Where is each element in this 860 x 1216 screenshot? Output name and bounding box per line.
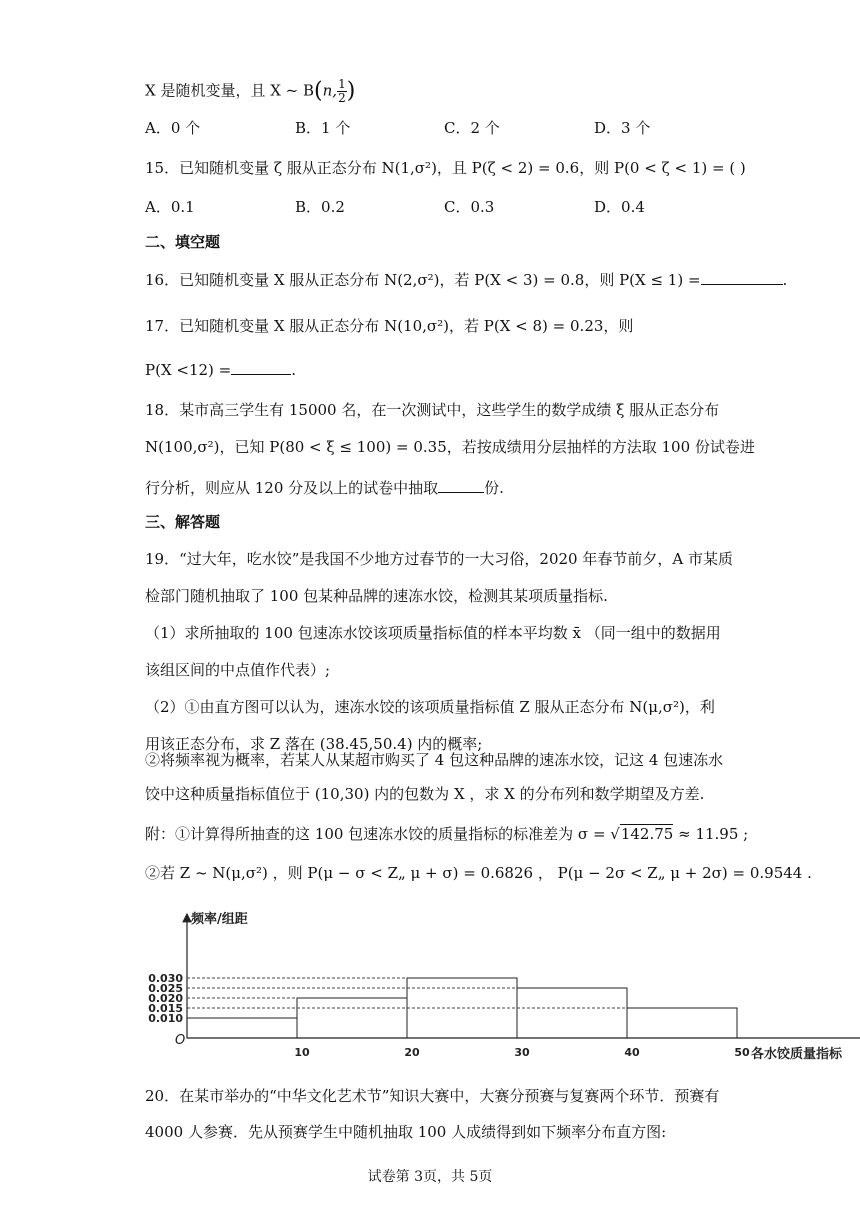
q19-appendix-value: ≈ 11.95 ; [673,825,749,843]
right-paren: ) [346,78,356,104]
q16-end: . [782,271,788,289]
q19-appendix-text: 附：①计算得所抽查的这 100 包速冻水饺的质量指标的标准差为 σ = [145,825,611,843]
q14-option-b[interactable]: B．1 个 [295,119,351,137]
histogram-bar [187,1018,297,1038]
x-tick-label: 10 [294,1046,310,1059]
q14-option-a[interactable]: A．0 个 [145,119,201,137]
q19-line10: ②若 Z ~ N(μ,σ²) ，则 P(μ − σ < Z„ μ + σ) = 0.6826 ， P(μ − 2σ < Z„ μ + 2σ) = 0.9544 . [145,864,812,882]
section-heading-answer: 三、解答题 [145,513,221,531]
q17-answer-blank[interactable] [231,360,291,375]
y-tick-label: 0.010 [148,1012,183,1025]
q14-option-c[interactable]: C．2 个 [444,119,500,137]
q16-stem [145,270,787,290]
q14-option-d[interactable]: D．3 个 [594,119,651,137]
histogram-bar [627,1008,737,1038]
q15-option-b[interactable]: B．0.2 [295,198,345,216]
q18-stem-line2: N(100,σ²)，已知 P(80 < ξ ≤ 100) = 0.35，若按成绩用分层抽样的方法取 100 份试卷进 [145,438,755,456]
q19-line2: 检部门随机抽取了 100 包某种品牌的速冻水饺，检测其某项质量指标. [145,587,608,605]
x-tick-label: 50 [734,1046,750,1059]
origin-label: O [175,1033,186,1048]
q19-line5: （2）①由直方图可以认为，速冻水饺的该项质量指标值 Z 服从正态分布 N(μ,σ²)，利 [145,698,715,716]
y-tick-label: 0.025 [148,982,183,995]
q20-line1: 20．在某市举办的“中华文化艺术节”知识大赛中，大赛分预赛与复赛两个环节．预赛有 [145,1087,720,1105]
histogram-chart [140,906,843,1066]
q19-line9 [145,824,748,844]
x-tick-label: 30 [514,1046,530,1059]
q15-option-c[interactable]: C．0.3 [444,198,495,216]
q18-end: 份. [484,479,504,497]
x-axis-label: 各水饺质量指标 [751,1047,843,1062]
q19-line8: 饺中这种质量指标值位于 (10,30) 内的包数为 X ，求 X 的分布列和数学期望及方差. [145,785,705,803]
q17-end: . [291,361,297,379]
q14-stem [145,78,355,105]
q18-answer-blank[interactable] [438,478,484,493]
q19-line6: 用该正态分布，求 Z 落在 (38.45,50.4) 内的概率; [145,735,483,753]
x-tick-label: 40 [624,1046,640,1059]
section-heading-fill-in: 二、填空题 [145,233,221,251]
q17-stem-line1: 17．已知随机变量 X 服从正态分布 N(10,σ²)，若 P(X < 8) = 0.23，则 [145,317,634,335]
page-footer: 试卷第 3页，共 5页 [367,1169,493,1185]
q17-text: P(X <12) = [145,361,232,379]
q19-line4: 该组区间的中点值作代表）; [145,661,331,679]
y-axis-label: 频率/组距 [191,912,248,927]
frac-denominator: 2 [338,91,346,105]
q14-params: n, [322,81,338,100]
histogram-bar [297,998,407,1038]
y-tick-label: 0.020 [148,992,183,1005]
q16-answer-blank[interactable] [701,270,783,285]
q20-line2: 4000 人参赛．先从预赛学生中随机抽取 100 人成绩得到如下频率分布直方图: [145,1123,667,1141]
q19-line7: ②将频率视为概率，若某人从某超市购买了 4 包这种品牌的速冻水饺，记这 4 包速冻水 [145,751,724,769]
q18-stem-line3 [145,478,504,498]
y-tick-label: 0.030 [148,972,183,985]
q14-fraction [337,78,347,105]
q15-option-a[interactable]: A．0.1 [145,198,195,216]
q18-text: 行分析，则应从 120 分及以上的试卷中抽取 [145,479,439,497]
y-tick-label: 0.015 [148,1002,183,1015]
q19-line3: （1）求所抽取的 100 包速冻水饺该项质量指标值的样本平均数 x̄ （同一组中的数据用 [145,624,721,642]
x-tick-label: 20 [404,1046,420,1059]
left-paren: ( [314,78,323,104]
histogram-bar [517,988,627,1038]
q14-text: X 是随机变量，且 X ~ B [145,81,315,100]
q18-stem-line1: 18．某市高三学生有 15000 名，在一次测试中，这些学生的数学成绩 ξ 服从正态分布 [145,401,720,419]
q15-option-d[interactable]: D．0.4 [594,198,645,216]
q17-stem-line2 [145,360,296,380]
q15-stem: 15．已知随机变量 ζ 服从正态分布 N(1,σ²)，且 P(ζ < 2) = 0.6，则 P(0 < ζ < 1) = ( ) [145,159,746,177]
sqrt-radicand: 142.75 [620,825,674,843]
sqrt-sign: √ [610,825,620,843]
q19-line1: 19．“过大年，吃水饺”是我国不少地方过春节的一大习俗，2020 年春节前夕，A 市某质 [145,550,733,568]
q16-text: 16．已知随机变量 X 服从正态分布 N(2,σ²)，若 P(X < 3) = 0.8，则 P(X ≤ 1) = [145,271,701,289]
frac-numerator: 1 [338,77,346,91]
